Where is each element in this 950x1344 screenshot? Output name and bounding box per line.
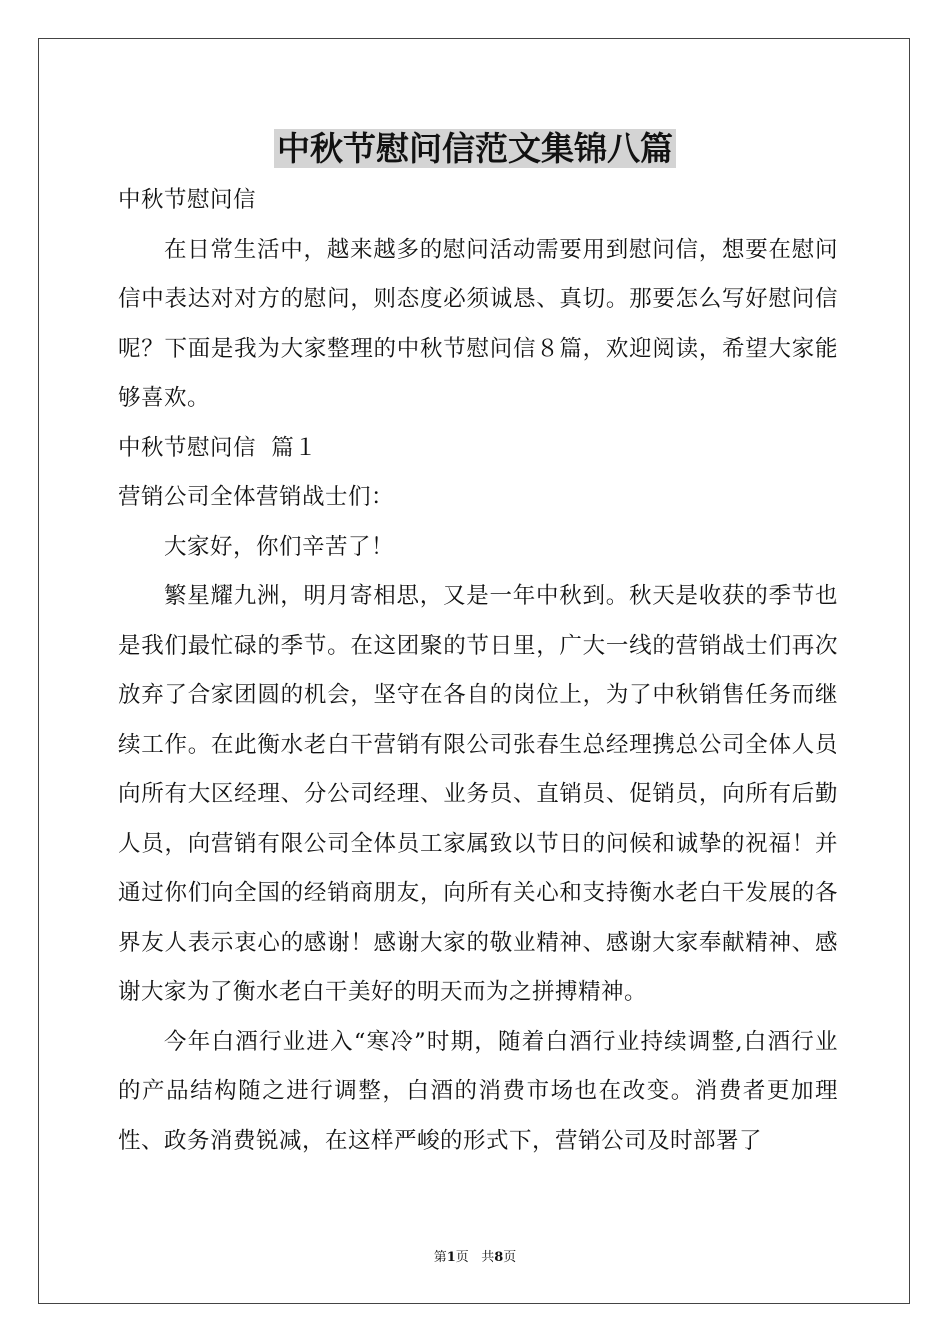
document-body <box>118 176 838 1166</box>
paragraph-2: 中秋节慰问信 篇１ <box>118 434 318 461</box>
footer-prefix: 第 <box>433 1250 447 1265</box>
paragraph-1: 在日常生活中，越来越多的慰问活动需要用到慰问信，想要在慰问信中表达对对方的慰问，则态度必须诚恳、真切。那要怎么写好慰问信呢？下面是我为大家整理的中秋节慰问信８篇，欢迎阅读，希望大家能够喜欢。 <box>118 236 838 411</box>
footer-mid: 页 共 <box>455 1250 495 1265</box>
paragraph-5: 繁星耀九洲，明月寄相思，又是一年中秋到。秋天是收获的季节也是我们最忙碌的季节。在这团聚的节日里，广大一线的营销战士们再次放弃了合家团圆的机会，坚守在各自的岗位上，为了中秋销售任务而继续工作。在此衡水老白干营销有限公司张春生总经理携总公司全体人员向所有大区经理、分公司经理、业务员、直销员、促销员，向所有后勤人员，向营销有限公司全体员工家属致以节日的问候和诚挚的祝福！并通过你们向全国的经销商朋友，向所有关心和支持衡水老白干发展的各界友人表示衷心的感谢！感谢大家的敬业精神、感谢大家奉献精神、感谢大家为了衡水老白干美好的明天而为之拼搏精神。 <box>118 583 838 1005</box>
paragraph-0: 中秋节慰问信 <box>118 187 257 213</box>
footer-suffix: 页 <box>503 1250 517 1265</box>
document-title <box>0 126 950 172</box>
paragraph-4: 大家好，你们辛苦了！ <box>164 533 395 560</box>
document-title-text: 中秋节慰问信范文集锦八篇 <box>274 129 676 168</box>
paragraph-3: 营销公司全体营销战士们： <box>118 484 395 510</box>
footer-page-total: 8 <box>494 1250 504 1265</box>
paragraph-6: 今年白酒行业进入“寒冷”时期，随着白酒行业持续调整,白酒行业的产品结构随之进行调整，白酒的消费市场也在改变。消费者更加理性、政务消费锐减，在这样严峻的形式下，营销公司及时部署了 <box>118 1028 838 1154</box>
page-footer <box>0 1250 950 1266</box>
footer-page-current: 1 <box>446 1250 456 1265</box>
